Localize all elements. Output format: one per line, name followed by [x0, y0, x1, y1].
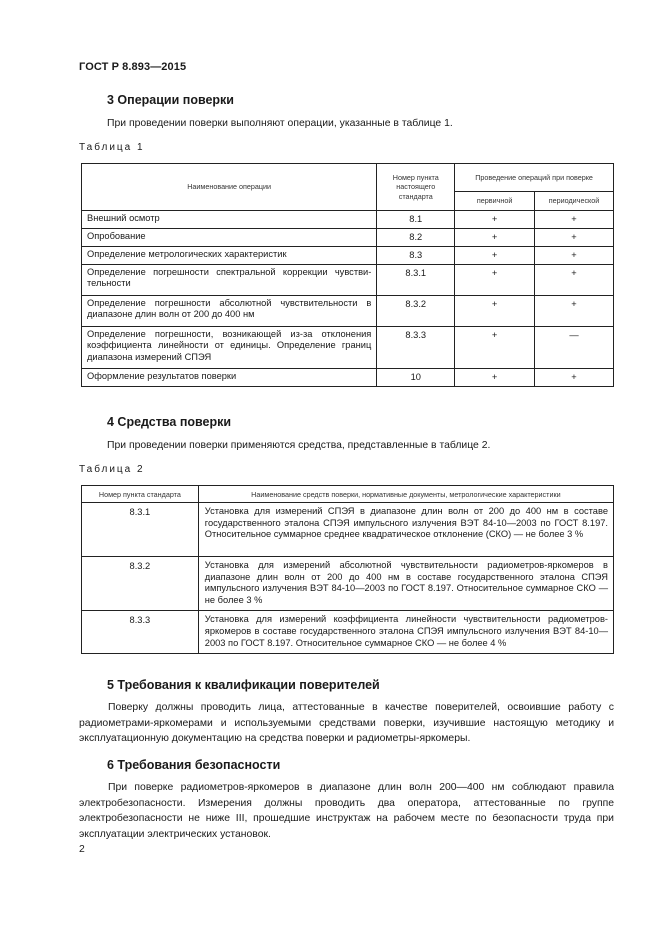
- section-3-title: 3 Операции поверки: [107, 93, 234, 107]
- clause-number: 8.3.2: [82, 557, 199, 611]
- section-5-title: 5 Требования к квалификации поверителей: [107, 678, 380, 692]
- operation-name: Определение погрешности, возникающей из-за отклонения коэффициента линейности от единицы. Определение границ диапазона измерений СПЭЯ: [82, 327, 377, 369]
- clause-number: 10: [377, 369, 455, 387]
- table-row: [82, 503, 614, 557]
- clause-number: 8.3.3: [82, 611, 199, 654]
- periodic-mark: +: [535, 211, 614, 229]
- verification-means-table: [81, 485, 614, 654]
- section-6-text: При поверке радиометров-яркомеров в диапазоне длин волн 200—400 нм соблюдают правила электробезопасности. Измерения должны проводить два оператора, аттестованные по группе электробезопасности не ниже III, прошедшие инструктаж на рабочем месте по безопасности труда при эксплуатации электрических установок.: [79, 782, 614, 840]
- primary-mark: +: [455, 211, 535, 229]
- means-description: Установка для измерений абсолютной чувствительности радиометров-яркомеров в диапазоне длин волн от 200 до 400 нм в составе государственного эталона СПЭЯ импульсного излучения ВЭТ 84-10—2003 по ГОСТ 8.197. Относительное суммарное СКО — не более 3 %: [198, 557, 613, 611]
- operation-name: Опробование: [82, 229, 377, 247]
- page-number: 2: [79, 844, 85, 855]
- section-4-intro: При проведении поверки применяются средства, представленные в таблице 2.: [107, 440, 491, 451]
- operation-name: Оформление результатов поверки: [82, 369, 377, 387]
- table-2-caption: Таблица 2: [79, 464, 145, 475]
- table-row: [82, 211, 614, 229]
- header-conduct-operations: Проведение операций при поверке: [455, 164, 614, 192]
- operation-name: Определение метрологических характеристик: [82, 247, 377, 265]
- section-5-text: Поверку должны проводить лица, аттестованные в качестве поверителей, освоившие работу с радиометрами-яркомерами и используемыми средствами поверки, изучившие настоящую методику и эксплуатационную документацию на средства поверки и радиометры-яркомеры.: [79, 702, 614, 744]
- means-description: Установка для измерений СПЭЯ в диапазоне длин волн от 200 до 400 нм в составе государственного эталона СПЭЯ импульсного излучения ВЭТ 84-10—2003 по ГОСТ 8.197. Относительное суммарное среднее квадратическое отклонение (СКО) — не более 3 %: [198, 503, 613, 557]
- primary-mark: +: [455, 327, 535, 369]
- means-description: Установка для измерений коэффициента линейности чувствительности радиометров-яркомеров в составе государственного эталона СПЭЯ импульсного излучения ВЭТ 84-10—2003 по ГОСТ 8.197. Относительное суммарное СКО — не более 4 %: [198, 611, 613, 654]
- header-primary: первичной: [455, 192, 535, 211]
- periodic-mark: +: [535, 369, 614, 387]
- periodic-mark: +: [535, 229, 614, 247]
- primary-mark: +: [455, 369, 535, 387]
- section-6-title: 6 Требования безопасности: [107, 758, 281, 772]
- table-row: [82, 265, 614, 296]
- table-row: [82, 247, 614, 265]
- clause-number: 8.3: [377, 247, 455, 265]
- table-1-caption: Таблица 1: [79, 142, 145, 153]
- operation-name: Определение погрешности спектральной коррекции чувстви-тельности: [82, 265, 377, 296]
- operation-name: Определение погрешности абсолютной чувствительности в диапазоне длин волн от 200 до 400 нм: [82, 296, 377, 327]
- header-clause-number: Номер пункта настоящего стандарта: [377, 164, 455, 211]
- clause-number: 8.3.3: [377, 327, 455, 369]
- primary-mark: +: [455, 247, 535, 265]
- clause-number: 8.3.1: [377, 265, 455, 296]
- header-clause-number: Номер пункта стандарта: [82, 486, 199, 503]
- clause-number: 8.1: [377, 211, 455, 229]
- table-row: [82, 296, 614, 327]
- periodic-mark: +: [535, 247, 614, 265]
- clause-number: 8.3.2: [377, 296, 455, 327]
- table-row: [82, 327, 614, 369]
- clause-number: 8.3.1: [82, 503, 199, 557]
- primary-mark: +: [455, 265, 535, 296]
- table-row: [82, 229, 614, 247]
- table-row: [82, 611, 614, 654]
- primary-mark: +: [455, 229, 535, 247]
- periodic-mark: +: [535, 296, 614, 327]
- periodic-mark: —: [535, 327, 614, 369]
- table-row: [82, 369, 614, 387]
- header-periodic: периодической: [535, 192, 614, 211]
- section-3-intro: При проведении поверки выполняют операции, указанные в таблице 1.: [107, 118, 453, 129]
- header-operation-name: Наименование операции: [82, 164, 377, 211]
- document-code: ГОСТ Р 8.893—2015: [79, 61, 187, 73]
- section-4-title: 4 Средства поверки: [107, 415, 232, 429]
- header-verification-means: Наименование средств поверки, нормативные документы, метрологические характеристики: [198, 486, 613, 503]
- periodic-mark: +: [535, 265, 614, 296]
- operations-table: [81, 163, 614, 387]
- table-row: [82, 557, 614, 611]
- primary-mark: +: [455, 296, 535, 327]
- operation-name: Внешний осмотр: [82, 211, 377, 229]
- clause-number: 8.2: [377, 229, 455, 247]
